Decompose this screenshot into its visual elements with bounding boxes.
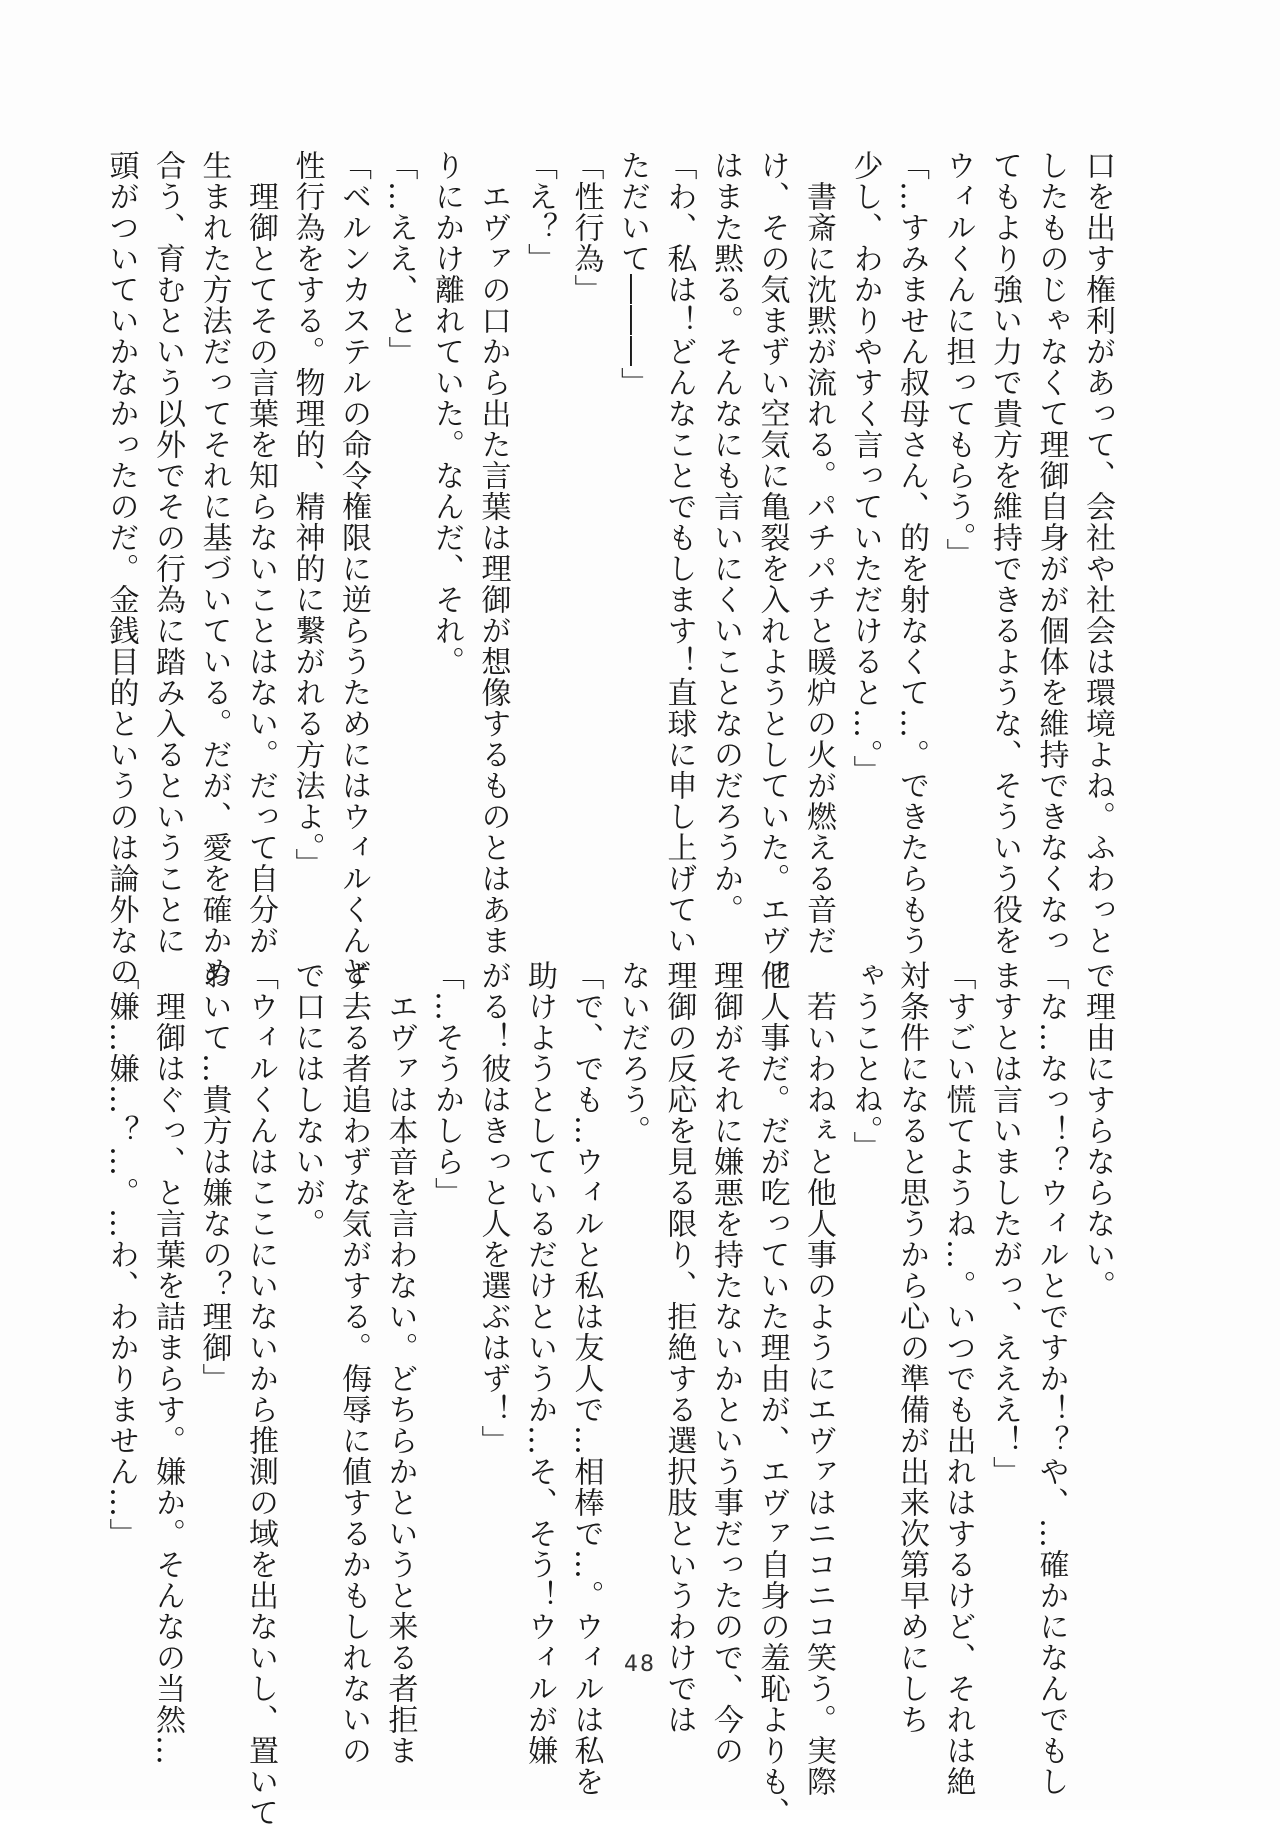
text-column: 「ベルンカステルの命令権限に逆らうためにはウィルくんと bbox=[336, 150, 371, 987]
text-column: がる！彼はきっと人を選ぶはず！」 bbox=[475, 960, 511, 1456]
text-column: 「…すみません叔母さん、的を射なくて…。できたらもう bbox=[894, 150, 929, 956]
text-column: 助けようとしているだけというか…そ、そう！ウィルが嫌 bbox=[522, 960, 557, 1766]
text-column: 「…ええ、と」 bbox=[382, 150, 418, 367]
text-column: け、その気まずい空気に亀裂を入れようとしていた。エヴァ bbox=[754, 150, 790, 987]
text-column: 「嫌…嫌…？…。…わ、わかりません…」 bbox=[103, 960, 139, 1549]
text-column: 「な…なっ！？ウィルとですか！？や、…確かになんでもし bbox=[1033, 960, 1069, 1797]
text-column: 理御の反応を見る限り、拒絶する選択肢というわけでは bbox=[661, 960, 697, 1735]
text-column: ず去る者追わずな気がする。侮辱に値するかもしれないの bbox=[336, 960, 371, 1766]
text-column: ただいて―――」 bbox=[615, 150, 650, 398]
text-column: 「わ、私は！どんなことでもします！直球に申し上げてい bbox=[661, 150, 697, 956]
text-column: 理御はぐっ、と言葉を詰まらす。嫌か。そんなの当然… bbox=[150, 960, 185, 1766]
text-column: てもより強い力で貴方を維持できるような、そういう役を bbox=[987, 150, 1022, 956]
text-column: 他人事だ。だが吃っていた理由が、エヴァ自身の羞恥よりも、 bbox=[754, 960, 790, 1828]
text-column: したものじゃなくて理御自身がが個体を維持できなくなっ bbox=[1033, 150, 1069, 956]
text-column: 「すごい慌てようね…。いつでも出れはするけど、それは絶 bbox=[940, 960, 976, 1797]
text-column: 書斎に沈黙が流れる。パチパチと暖炉の火が燃える音だ bbox=[801, 150, 836, 956]
text-column: エヴァの口から出た言葉は理御が想像するものとはあま bbox=[475, 150, 511, 956]
page-number: 48 bbox=[624, 1652, 656, 1677]
text-column: りにかけ離れていた。なんだ、それ。 bbox=[429, 150, 464, 677]
text-column: 口を出す権利があって、会社や社会は環境よね。ふわっと bbox=[1080, 150, 1115, 956]
lower-text-block bbox=[103, 960, 1120, 1828]
text-column: 「性行為」 bbox=[568, 150, 604, 305]
text-column: 「ウィルくんはここにいないから推測の域を出ないし、置いて bbox=[243, 960, 278, 1828]
text-column: ウィルくんに担ってもらう。」 bbox=[940, 150, 976, 569]
upper-text-block bbox=[103, 150, 1120, 987]
text-column: 理御がそれに嫌悪を持たないかという事だったので、今の bbox=[708, 960, 743, 1766]
text-column: で口にはしないが。 bbox=[289, 960, 325, 1239]
text-column: おいて…貴方は嫌なの？理御」 bbox=[196, 960, 232, 1394]
text-column: で理由にすらならない。 bbox=[1080, 960, 1115, 1301]
text-column: 生まれた方法だってそれに基づいている。だが、愛を確かめ bbox=[196, 150, 232, 987]
text-column: 頭がついていかなかったのだ。金銭目的というのは論外なの bbox=[103, 150, 139, 987]
text-column: ゃうことね。」 bbox=[847, 960, 883, 1162]
text-column: 対条件になると思うから心の準備が出来次第早めにしち bbox=[894, 960, 929, 1735]
text-column: 理御とてその言葉を知らないことはない。だって自分が bbox=[243, 150, 278, 956]
text-column: 性行為をする。物理的、精神的に繋がれる方法よ。」 bbox=[289, 150, 325, 879]
text-column: 「…そうかしら」 bbox=[429, 960, 464, 1208]
text-column: 少し、わかりやすく言っていただけると…。」 bbox=[847, 150, 883, 786]
text-column: ないだろう。 bbox=[615, 960, 650, 1146]
text-column: ますとは言いましたがっ、えええ！」 bbox=[987, 960, 1022, 1487]
text-column: 合う、育むという以外でその行為に踏み入るということに bbox=[150, 150, 185, 956]
text-column: 「で、でも…ウィルと私は友人で…相棒で…。ウィルは私を bbox=[568, 960, 604, 1797]
text-column: 「え？」 bbox=[522, 150, 557, 274]
text-column: エヴァは本音を言わない。どちらかというと来る者拒ま bbox=[382, 960, 418, 1766]
text-column: 若いわねぇと他人事のようにエヴァはニコニコ笑う。実際 bbox=[801, 960, 836, 1797]
text-column: はまた黙る。そんなにも言いにくいことなのだろうか。 bbox=[708, 150, 743, 925]
